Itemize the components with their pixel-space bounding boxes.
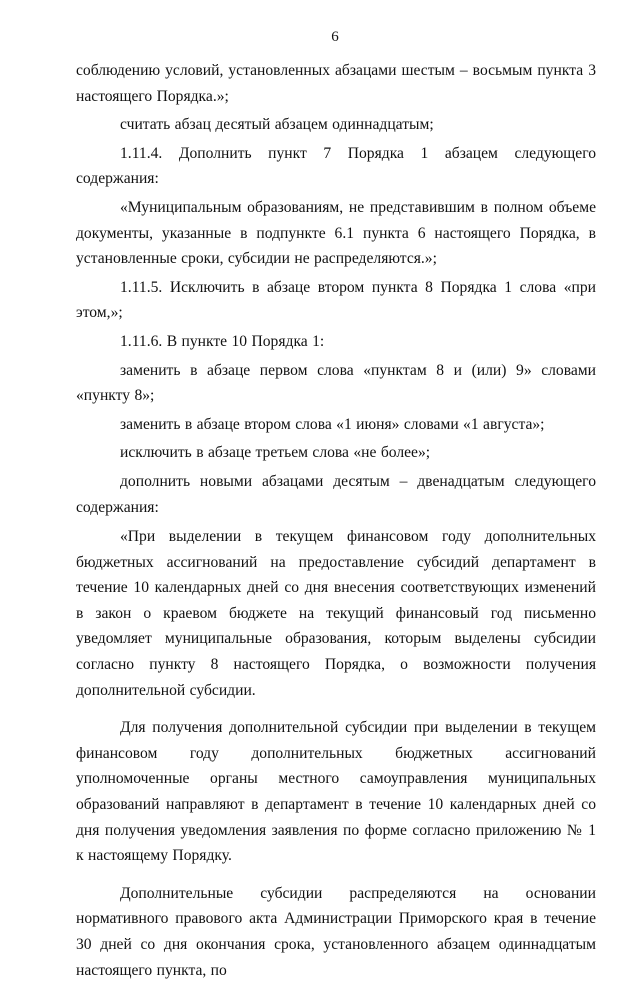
paragraph-quoted-municipal: «Муниципальным образованиям, не представившим в полном объеме документы, указанные в подпункте 6.1 пункта 6 настоящего Порядка, в установленные сроки, субсидии не распределяются.»; bbox=[76, 198, 596, 268]
paragraph-exclude-third: исключить в абзаце третьем слова «не более»; bbox=[120, 444, 431, 462]
paragraph-continuation: соблюдению условий, установленных абзацами шестым – восьмым пункта 3 настоящего Порядка.»; bbox=[76, 62, 596, 105]
paragraph-add-new: дополнить новыми абзацами десятым – двенадцатым следующего содержания: bbox=[76, 472, 596, 516]
paragraph-item-1-11-6: 1.11.6. В пункте 10 Порядка 1: bbox=[120, 332, 325, 350]
paragraph-item-1-11-4: 1.11.4. Дополнить пункт 7 Порядка 1 абзацем следующего содержания: bbox=[76, 144, 596, 188]
paragraph-replace-first: заменить в абзаце первом слова «пунктам 8 и (или) 9» словами «пункту 8»; bbox=[76, 361, 596, 405]
paragraph-item-1-11-5: 1.11.5. Исключить в абзаце втором пункта 8 Порядка 1 слова «при этом,»; bbox=[76, 278, 596, 322]
paragraph-distribution: Дополнительные субсидии распределяются на основании нормативного правового акта Администрации Приморского края в течение 30 дней со дня окончания срока, установленного абзацем одиннадцатым настоящего пункта, по bbox=[76, 884, 596, 979]
page-number: 6 bbox=[331, 29, 339, 45]
paragraph-application: Для получения дополнительной субсидии при выделении в текущем финансовом году дополнительных бюджетных ассигнований уполномоченные органы местного самоуправления муниципальных образований направляют в департамент в течение 10 календарных дней со дня получения уведомления заявления по форме согласно приложению № 1 к настоящему Порядку. bbox=[76, 719, 596, 865]
paragraph-replace-second: заменить в абзаце втором слова «1 июня» словами «1 августа»; bbox=[120, 415, 545, 433]
document-body bbox=[76, 58, 596, 983]
paragraph-quoted-allocation: «При выделении в текущем финансовом году дополнительных бюджетных ассигнований на предоставление субсидий департамент в течение 10 календарных дней со дня внесения соответствующих изменений в закон о краевом бюджете на текущий финансовый год письменно уведомляет муниципальные образования, которым выделены субсидии согласно пункту 8 настоящего Порядка, о возможности получения дополнительной субсидии. bbox=[76, 528, 596, 699]
paragraph-renumber-tenth: считать абзац десятый абзацем одиннадцатым; bbox=[120, 116, 434, 134]
